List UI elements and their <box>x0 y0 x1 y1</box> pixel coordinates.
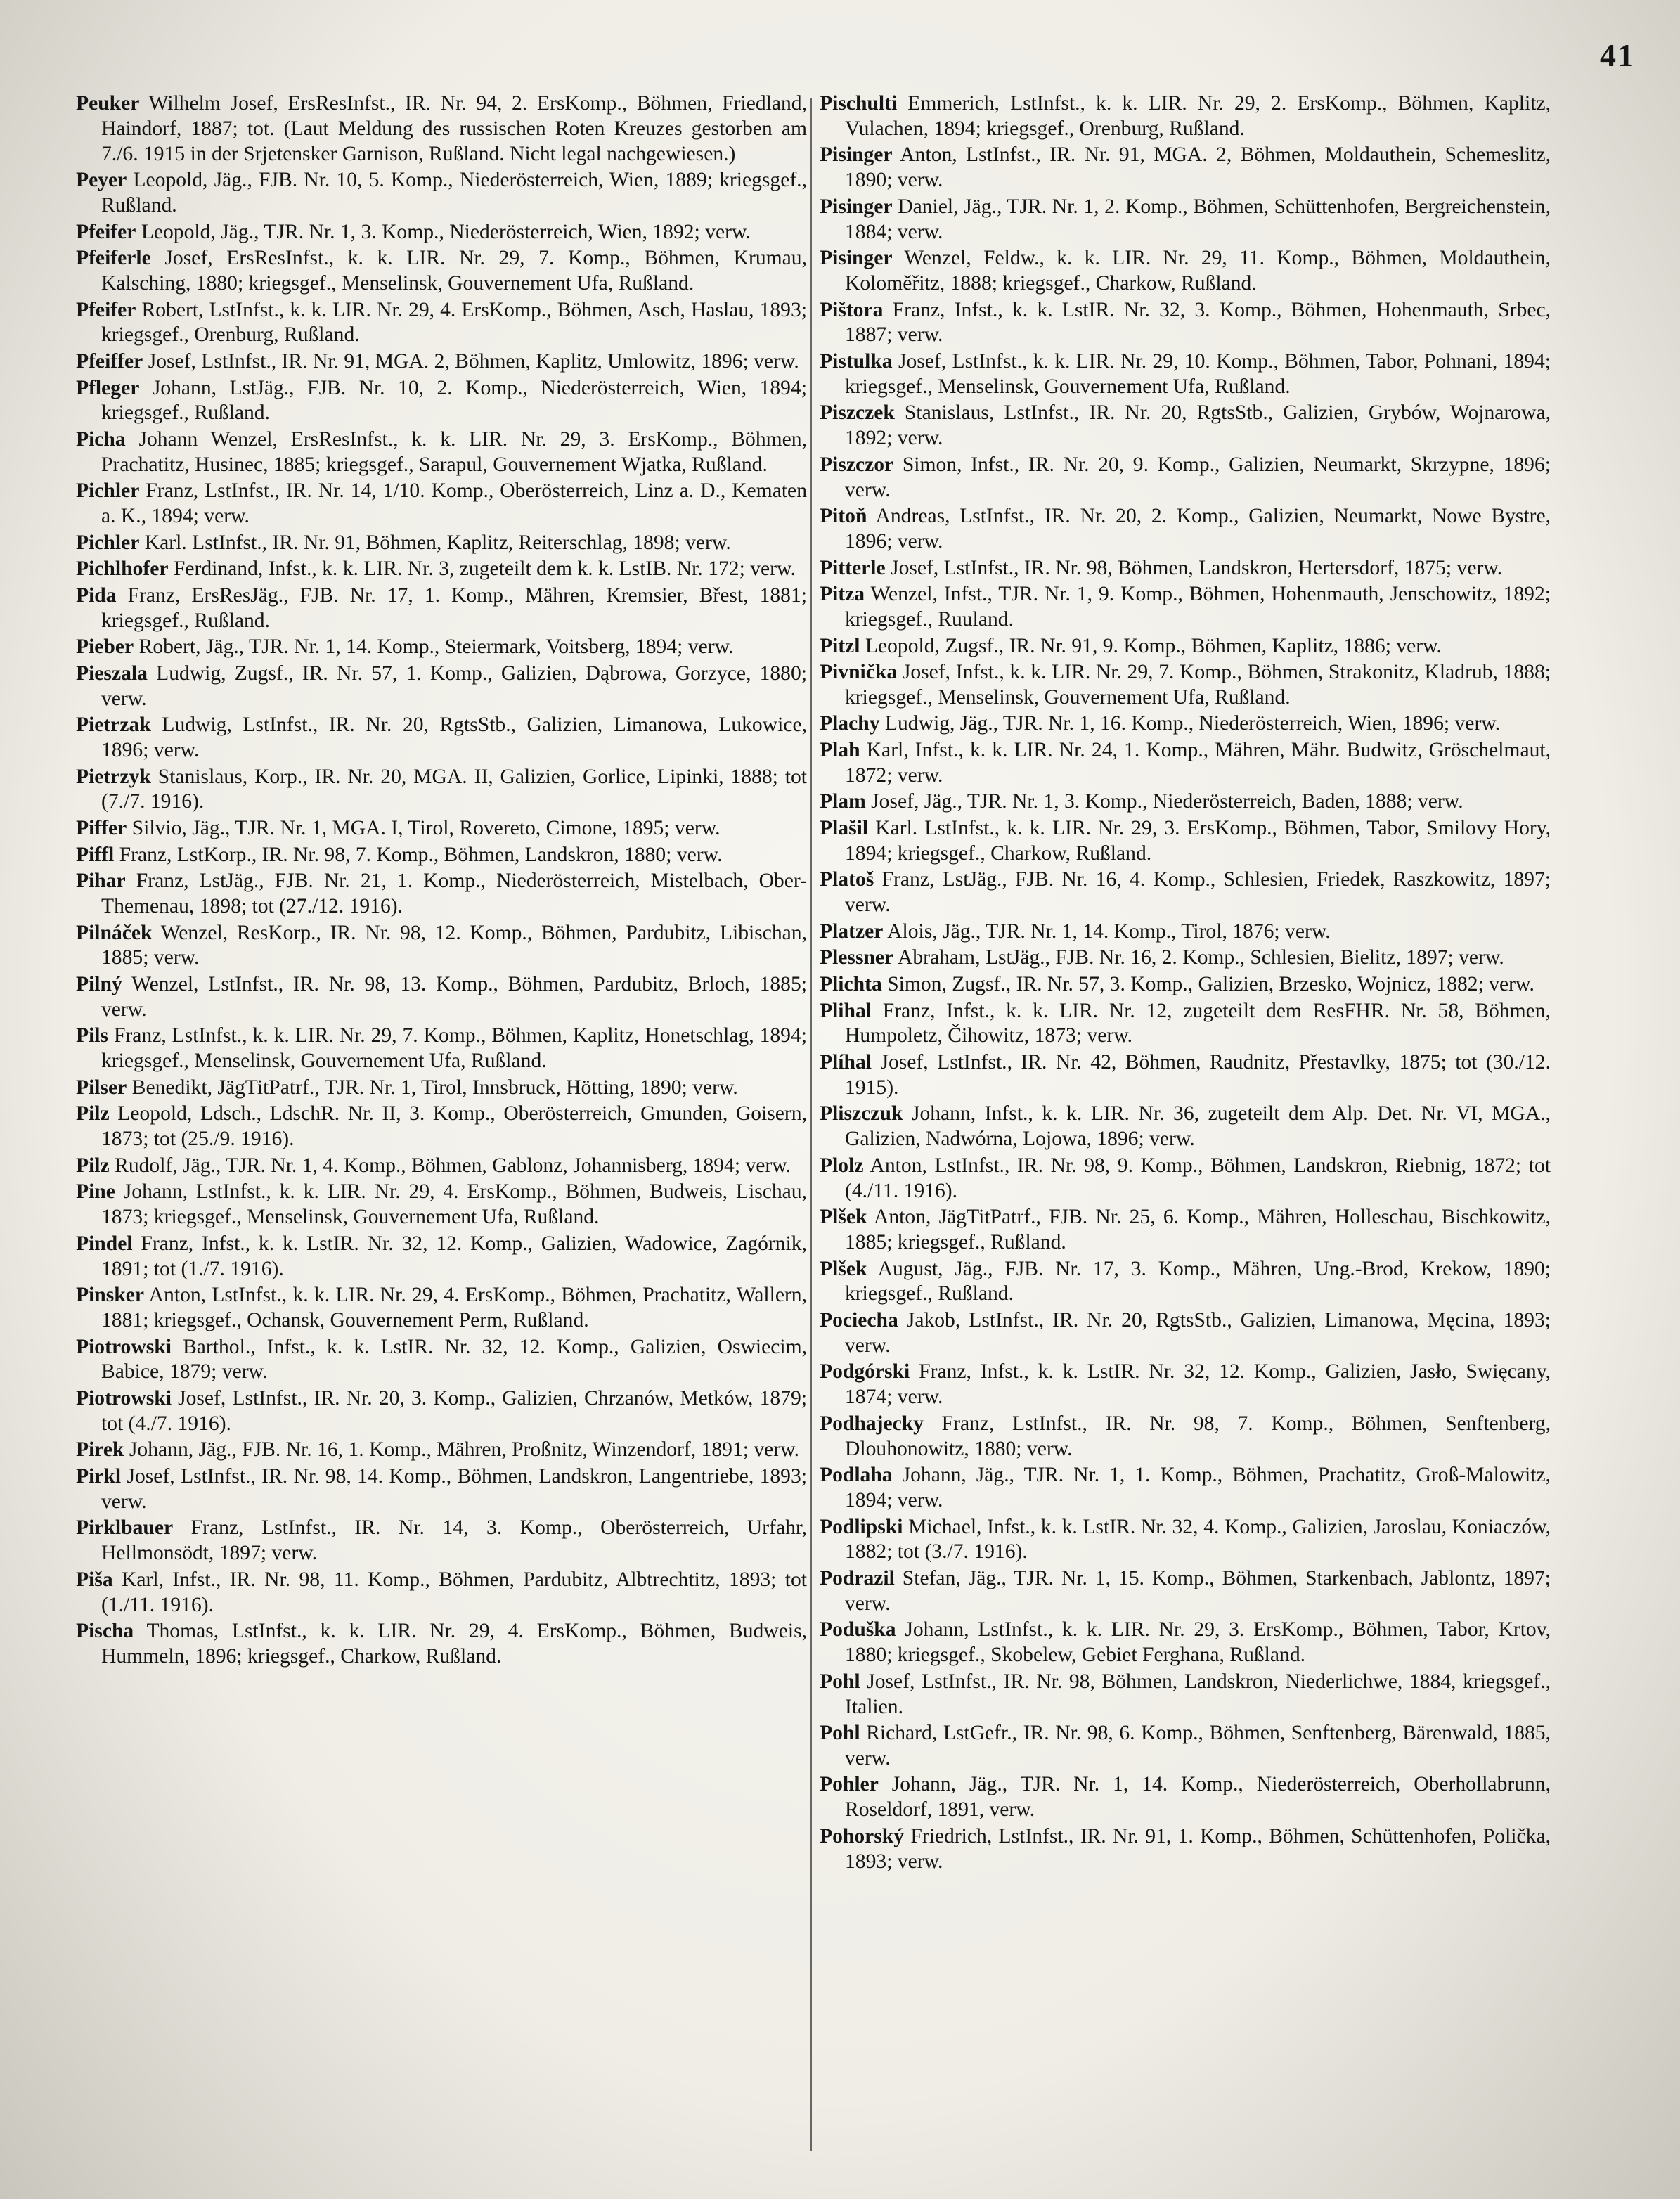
entry-name: Pfeiferle <box>76 247 151 270</box>
entry-details: Franz, Infst., k. k. LstIR. Nr. 32, 12. Komp., Galizien, Wadowice, Zagórnik, 1891; tot (1./7. 1916). <box>101 1232 807 1280</box>
entry-details: Josef, LstInfst., IR. Nr. 91, MGA. 2, Böhmen, Kaplitz, Umlowitz, 1896; verw. <box>148 349 799 373</box>
entry-name: Pichlhofer <box>76 557 169 581</box>
entry-details: Alois, Jäg., TJR. Nr. 1, 14. Komp., Tirol, 1876; verw. <box>887 920 1331 943</box>
list-entry <box>76 1335 807 1386</box>
list-entry <box>76 635 807 660</box>
list-entry <box>76 1516 807 1566</box>
column-divider <box>810 98 812 2151</box>
left-column <box>76 91 807 2165</box>
list-entry <box>820 634 1551 659</box>
entry-name: Poduška <box>820 1618 896 1642</box>
entry-details: Wilhelm Josef, ErsResInfst., IR. Nr. 94, 2. ErsKomp., Böhmen, Friedland, Haindorf, 1887; tot. (Laut Meldung des russischen Roten Kreuzes gestorben am 7./6. 1915 in der Srjetensker Garnison, Rußland. Nicht legal nachgewiesen.) <box>101 92 807 165</box>
entry-name: Plachy <box>820 712 880 735</box>
entry-name: Pohl <box>820 1670 860 1693</box>
entry-details: Anton, LstInfst., k. k. LIR. Nr. 29, 4. ErsKomp., Böhmen, Prachatitz, Wallern, 1881; kriegsgef., Ochansk, Gouvernement Perm, Rußland. <box>101 1284 807 1331</box>
entry-name: Pieber <box>76 636 134 659</box>
list-entry <box>76 1619 807 1670</box>
entry-name: Pohler <box>820 1773 879 1796</box>
entry-details: Josef, Infst., k. k. LIR. Nr. 29, 7. Komp., Böhmen, Strakonitz, Kladrub, 1888; kriegsgef., Menselinsk, Gouvernement Ufa, Rußland. <box>845 661 1551 709</box>
entry-details: Ludwig, Zugsf., IR. Nr. 57, 1. Komp., Galizien, Dąbrowa, Gorzyce, 1880; verw. <box>101 662 807 710</box>
list-entry <box>76 349 807 375</box>
entry-name: Pištora <box>820 298 884 321</box>
entry-name: Piffl <box>76 843 115 866</box>
entry-details: Johann Wenzel, ErsResInfst., k. k. LIR. Nr. 29, 3. ErsKomp., Böhmen, Prachatitz, Husinec, 1885; kriegsgef., Sarapul, Gouvernement Wjatka, Rußland. <box>101 427 807 476</box>
entry-name: Pichler <box>76 479 140 503</box>
entry-details: Robert, LstInfst., k. k. LIR. Nr. 29, 4. ErsKomp., Böhmen, Asch, Haslau, 1893; kriegsgef., Orenburg, Rußland. <box>101 298 807 347</box>
entry-name: Pfleger <box>76 376 140 399</box>
entry-name: Plíhal <box>820 1051 872 1074</box>
entry-details: Franz, LstInfst., IR. Nr. 98, 7. Komp., Böhmen, Senftenberg, Dlouhonowitz, 1880; verw. <box>845 1412 1551 1460</box>
entry-details: Ludwig, LstInfst., IR. Nr. 20, RgtsStb., Galizien, Limanowa, Lukowice, 1896; verw. <box>101 714 807 762</box>
list-entry <box>820 1721 1551 1772</box>
list-entry <box>820 1154 1551 1204</box>
entry-name: Pitzl <box>820 634 860 657</box>
list-entry <box>820 946 1551 971</box>
entry-details: Franz, Infst., k. k. LIR. Nr. 12, zugeteilt dem ResFHR. Nr. 58, Böhmen, Humpoletz, Čihowitz, 1873; verw. <box>845 999 1551 1047</box>
entry-details: Johann, LstInfst., k. k. LIR. Nr. 29, 3. ErsKomp., Böhmen, Tabor, Krtov, 1880; kriegsgef., Skobelew, Gebiet Ferghana, Rußland. <box>845 1618 1551 1667</box>
entry-name: Plessner <box>820 946 894 969</box>
entry-name: Plšek <box>820 1257 867 1280</box>
list-entry <box>820 738 1551 789</box>
entry-name: Peyer <box>76 169 127 192</box>
entry-name: Plašil <box>820 817 869 840</box>
list-entry <box>76 1464 807 1515</box>
entry-name: Piszczek <box>820 401 895 425</box>
entry-name: Plah <box>820 739 860 762</box>
entry-name: Plihal <box>820 999 872 1022</box>
list-entry <box>820 711 1551 737</box>
entry-name: Pietrzyk <box>76 765 151 788</box>
list-entry <box>76 246 807 297</box>
entry-name: Pisinger <box>820 247 893 270</box>
entry-details: Josef, LstInfst., IR. Nr. 42, Böhmen, Raudnitz, Přestavlky, 1875; tot (30./12. 1915). <box>845 1051 1551 1099</box>
entry-details: Richard, LstGefr., IR. Nr. 98, 6. Komp., Böhmen, Senftenberg, Bärenwald, 1885, verw. <box>845 1722 1551 1769</box>
entry-details: Leopold, Ldsch., LdschR. Nr. II, 3. Komp., Oberösterreich, Gmunden, Goisern, 1873; tot (25./9. 1916). <box>101 1102 807 1151</box>
entry-name: Pisinger <box>820 195 893 218</box>
entry-details: Leopold, Zugsf., IR. Nr. 91, 9. Komp., Böhmen, Kaplitz, 1886; verw. <box>865 634 1442 657</box>
list-entry <box>76 843 807 868</box>
list-entry <box>820 920 1551 945</box>
entry-name: Pfeifer <box>76 298 136 321</box>
entry-details: Stanislaus, Korp., IR. Nr. 20, MGA. II, Galizien, Gorlice, Lipinki, 1888; tot (7./7. 1916). <box>101 765 807 813</box>
list-entry <box>76 1180 807 1230</box>
list-entry <box>76 1232 807 1282</box>
list-entry <box>820 582 1551 633</box>
entry-details: Franz, Infst., k. k. LstIR. Nr. 32, 3. Komp., Böhmen, Hohenmauth, Srbec, 1887; verw. <box>845 298 1551 347</box>
entry-name: Pinsker <box>76 1284 145 1307</box>
list-entry <box>820 816 1551 867</box>
entry-name: Podlipski <box>820 1515 903 1538</box>
entry-name: Plam <box>820 790 866 813</box>
entry-details: August, Jäg., FJB. Nr. 17, 3. Komp., Mähren, Ung.-Brod, Krekow, 1890; kriegsgef., Rußland. <box>845 1257 1551 1305</box>
entry-name: Plichta <box>820 973 882 996</box>
entry-name: Pohl <box>820 1722 860 1745</box>
entry-details: Franz, ErsResJäg., FJB. Nr. 17, 1. Komp., Mähren, Kremsier, Břest, 1881; kriegsgef., Rußland. <box>101 583 807 632</box>
entry-name: Pietrzak <box>76 714 151 737</box>
entry-details: Leopold, Jäg., FJB. Nr. 10, 5. Komp., Niederösterreich, Wien, 1889; kriegsgef., Rußland. <box>101 169 807 217</box>
entry-details: Friedrich, LstInfst., IR. Nr. 91, 1. Komp., Böhmen, Schüttenhofen, Polička, 1893; verw. <box>845 1824 1551 1873</box>
entry-name: Plšek <box>820 1206 867 1229</box>
list-entry <box>76 1024 807 1074</box>
entry-name: Pine <box>76 1180 115 1204</box>
entry-details: Stanislaus, LstInfst., IR. Nr. 20, RgtsStb., Galizien, Grybów, Wojnarowa, 1892; verw. <box>845 401 1551 450</box>
entry-details: Josef, LstInfst., k. k. LIR. Nr. 29, 10. Komp., Böhmen, Tabor, Pohnani, 1894; kriegsgef., Menselinsk, Gouvernement Ufa, Rußland. <box>845 349 1551 398</box>
list-entry <box>76 1438 807 1463</box>
list-entry <box>820 1257 1551 1308</box>
entry-details: Emmerich, LstInfst., k. k. LIR. Nr. 29, 2. ErsKomp., Böhmen, Kaplitz, Vulachen, 1894; kriegsgef., Orenburg, Rußland. <box>845 92 1551 140</box>
list-entry <box>820 1670 1551 1720</box>
list-entry <box>820 1515 1551 1566</box>
entry-name: Podhajecky <box>820 1412 924 1435</box>
entry-name: Pils <box>76 1024 109 1047</box>
list-entry <box>76 1283 807 1334</box>
entry-details: Johann, Infst., k. k. LIR. Nr. 36, zugeteilt dem Alp. Det. Nr. VI, MGA., Galizien, Nadwórna, Lojowa, 1896; verw. <box>845 1102 1551 1151</box>
list-entry <box>820 453 1551 503</box>
entry-details: Josef, Jäg., TJR. Nr. 1, 3. Komp., Niederösterreich, Baden, 1888; verw. <box>871 790 1463 813</box>
entry-name: Pfeifer <box>76 220 136 243</box>
entry-name: Pilnáček <box>76 921 153 944</box>
entry-details: Leopold, Jäg., TJR. Nr. 1, 3. Komp., Niederösterreich, Wien, 1892; verw. <box>141 220 751 243</box>
entry-name: Podrazil <box>820 1566 895 1589</box>
right-column <box>820 91 1551 2165</box>
list-entry <box>820 1824 1551 1875</box>
entry-details: Franz, LstJäg., FJB. Nr. 16, 4. Komp., Schlesien, Friedek, Raszkowitz, 1897; verw. <box>845 868 1551 917</box>
entry-name: Pilser <box>76 1076 127 1099</box>
entry-details: Josef, ErsResInfst., k. k. LIR. Nr. 29, 7. Komp., Böhmen, Krumau, Kalsching, 1880; kriegsgef., Menselinsk, Gouvernement Ufa, Rußland. <box>101 247 807 295</box>
entry-name: Podlaha <box>820 1464 893 1487</box>
entry-details: Wenzel, Infst., TJR. Nr. 1, 9. Komp., Böhmen, Hohenmauth, Jenschowitz, 1892; kriegsgef., Ruuland. <box>845 583 1551 631</box>
entry-details: Abraham, LstJäg., FJB. Nr. 16, 2. Komp., Schlesien, Bielitz, 1897; verw. <box>897 946 1504 969</box>
list-entry <box>820 1772 1551 1823</box>
entry-name: Pilz <box>76 1102 110 1126</box>
entry-name: Pociecha <box>820 1308 898 1331</box>
entry-details: Johann, LstJäg., FJB. Nr. 10, 2. Komp., Niederösterreich, Wien, 1894; kriegsgef., Rußland. <box>101 376 807 425</box>
list-entry <box>76 298 807 349</box>
list-entry <box>820 868 1551 918</box>
entry-details: Wenzel, LstInfst., IR. Nr. 98, 13. Komp., Böhmen, Pardubitz, Brloch, 1885; verw. <box>101 973 807 1021</box>
entry-name: Pitterle <box>820 556 886 579</box>
list-entry <box>76 168 807 219</box>
entry-details: Jakob, LstInfst., IR. Nr. 20, RgtsStb., Galizien, Limanowa, Męcina, 1893; verw. <box>845 1308 1551 1357</box>
entry-details: Franz, LstInfst., IR. Nr. 14, 3. Komp., Oberösterreich, Urfahr, Hellmonsödt, 1897; verw. <box>101 1516 807 1565</box>
entry-details: Wenzel, ResKorp., IR. Nr. 98, 12. Komp., Böhmen, Pardubitz, Libischan, 1885; verw. <box>101 921 807 969</box>
list-entry <box>820 349 1551 400</box>
entry-name: Pirek <box>76 1438 124 1462</box>
entry-details: Michael, Infst., k. k. LstIR. Nr. 32, 4. Komp., Galizien, Jaroslau, Koniaczów, 1882; tot (3./7. 1916). <box>845 1515 1551 1563</box>
entry-name: Pihar <box>76 870 126 893</box>
list-entry <box>76 921 807 972</box>
list-entry <box>820 1360 1551 1410</box>
entry-details: Johann, Jäg., TJR. Nr. 1, 14. Komp., Niederösterreich, Oberhollabrunn, Roseldorf, 1891, verw. <box>845 1773 1551 1821</box>
entry-details: Robert, Jäg., TJR. Nr. 1, 14. Komp., Steiermark, Voitsberg, 1894; verw. <box>138 636 734 659</box>
entry-details: Simon, Zugsf., IR. Nr. 57, 3. Komp., Galizien, Brzesko, Wojnicz, 1882; verw. <box>887 973 1534 996</box>
list-entry <box>76 557 807 582</box>
entry-name: Pilný <box>76 973 122 996</box>
list-entry <box>820 1205 1551 1256</box>
list-entry <box>820 195 1551 245</box>
list-entry <box>820 660 1551 711</box>
entry-details: Daniel, Jäg., TJR. Nr. 1, 2. Komp., Böhmen, Schüttenhofen, Bergreichenstein, 1884; verw. <box>845 195 1551 243</box>
entry-details: Johann, LstInfst., k. k. LIR. Nr. 29, 4. ErsKomp., Böhmen, Budweis, Lischau, 1873; kriegsgef., Menselinsk, Gouvernement Ufa, Rußland. <box>101 1180 807 1229</box>
entry-details: Josef, LstInfst., IR. Nr. 98, 14. Komp., Böhmen, Landskron, Langentriebe, 1893; verw. <box>101 1464 807 1513</box>
list-entry <box>820 91 1551 142</box>
entry-name: Pliszczuk <box>820 1102 903 1126</box>
entry-name: Pirklbauer <box>76 1516 174 1540</box>
entry-details: Stefan, Jäg., TJR. Nr. 1, 15. Komp., Böhmen, Starkenbach, Jablontz, 1897; verw. <box>845 1566 1551 1615</box>
entry-details: Thomas, LstInfst., k. k. LIR. Nr. 29, 4. ErsKomp., Böhmen, Budweis, Hummeln, 1896; kriegsgef., Charkow, Rußland. <box>101 1620 807 1668</box>
list-entry <box>76 713 807 763</box>
list-entry <box>820 1102 1551 1152</box>
entry-name: Piotrowski <box>76 1335 172 1358</box>
list-entry <box>76 1102 807 1152</box>
list-entry <box>820 504 1551 555</box>
list-entry <box>820 1308 1551 1359</box>
list-entry <box>76 531 807 556</box>
list-entry <box>76 765 807 815</box>
entry-name: Pitza <box>820 583 865 606</box>
entry-details: Johann, Jäg., FJB. Nr. 16, 1. Komp., Mähren, Proßnitz, Winzendorf, 1891; verw. <box>129 1438 800 1462</box>
entry-details: Franz, LstInfst., k. k. LIR. Nr. 29, 7. Komp., Böhmen, Kaplitz, Honetschlag, 1894; kriegsgef., Menselinsk, Gouvernement Ufa, Rußland. <box>101 1024 807 1073</box>
entry-name: Platzer <box>820 920 884 943</box>
entry-details: Wenzel, Feldw., k. k. LIR. Nr. 29, 11. Komp., Böhmen, Moldauthein, Koloměřitz, 1888; kriegsgef., Charkow, Rußland. <box>845 247 1551 295</box>
list-entry <box>820 1050 1551 1101</box>
entry-name: Piša <box>76 1568 113 1591</box>
entry-details: Rudolf, Jäg., TJR. Nr. 1, 4. Komp., Böhmen, Gablonz, Johannisberg, 1894; verw. <box>115 1154 791 1177</box>
entry-details: Silvio, Jäg., TJR. Nr. 1, MGA. I, Tirol, Rovereto, Cimone, 1895; verw. <box>131 817 721 840</box>
entry-name: Platoš <box>820 868 874 891</box>
entry-name: Pisinger <box>820 143 893 167</box>
entry-name: Piotrowski <box>76 1386 172 1410</box>
entry-details: Franz, LstJäg., FJB. Nr. 21, 1. Komp., Niederösterreich, Mistelbach, Ober-Themenau, 1898; tot (27./12. 1916). <box>101 870 807 918</box>
list-entry <box>820 143 1551 193</box>
list-entry <box>76 479 807 529</box>
entry-name: Pischulti <box>820 92 898 115</box>
list-entry <box>820 298 1551 349</box>
entry-name: Plolz <box>820 1154 864 1177</box>
list-entry <box>76 376 807 427</box>
entry-details: Anton, LstInfst., IR. Nr. 98, 9. Komp., Böhmen, Landskron, Riebnig, 1872; tot (4./11. 1916). <box>845 1154 1551 1202</box>
list-entry <box>820 401 1551 451</box>
list-entry <box>820 1463 1551 1514</box>
entry-details: Josef, LstInfst., IR. Nr. 20, 3. Komp., Galizien, Chrzanów, Metków, 1879; tot (4./7. 1916). <box>101 1386 807 1435</box>
entry-details: Simon, Infst., IR. Nr. 20, 9. Komp., Galizien, Neumarkt, Skrzypne, 1896; verw. <box>845 453 1551 501</box>
entry-name: Pivnička <box>820 661 898 684</box>
entry-name: Peuker <box>76 92 140 115</box>
entry-name: Pohorský <box>820 1824 905 1847</box>
list-entry <box>76 220 807 245</box>
entry-details: Josef, LstInfst., IR. Nr. 98, Böhmen, Landskron, Hertersdorf, 1875; verw. <box>891 556 1503 579</box>
entry-details: Karl. LstInfst., k. k. LIR. Nr. 29, 3. ErsKomp., Böhmen, Tabor, Smilovy Hory, 1894; kriegsgef., Charkow, Rußland. <box>845 817 1551 865</box>
list-entry <box>76 1568 807 1618</box>
entry-name: Piffer <box>76 817 127 840</box>
entry-details: Karl, Infst., k. k. LIR. Nr. 24, 1. Komp., Mähren, Mähr. Budwitz, Gröschelmaut, 1872; verw. <box>845 739 1551 787</box>
entry-name: Pilz <box>76 1154 110 1177</box>
entry-name: Pischa <box>76 1620 134 1643</box>
entry-name: Podgórski <box>820 1360 910 1384</box>
entry-details: Barthol., Infst., k. k. LstIR. Nr. 32, 12. Komp., Galizien, Oswiecim, Babice, 1879; verw. <box>101 1335 807 1384</box>
entry-details: Karl. LstInfst., IR. Nr. 91, Böhmen, Kaplitz, Reiterschlag, 1898; verw. <box>144 531 731 554</box>
entry-name: Pida <box>76 583 117 607</box>
entry-details: Benedikt, JägTitPatrf., TJR. Nr. 1, Tirol, Innsbruck, Hötting, 1890; verw. <box>131 1076 738 1099</box>
entry-details: Anton, LstInfst., IR. Nr. 91, MGA. 2, Böhmen, Moldauthein, Schemeslitz, 1890; verw. <box>845 143 1551 192</box>
entry-details: Franz, LstInfst., IR. Nr. 14, 1/10. Komp., Oberösterreich, Linz a. D., Kematen a. K., 1894; verw. <box>101 479 807 528</box>
list-entry <box>820 972 1551 998</box>
list-entry <box>820 246 1551 297</box>
entry-details: Andreas, LstInfst., IR. Nr. 20, 2. Komp., Galizien, Neumarkt, Nowe Bystre, 1896; verw. <box>845 505 1551 553</box>
entry-name: Picha <box>76 427 126 451</box>
entry-details: Johann, Jäg., TJR. Nr. 1, 1. Komp., Böhmen, Prachatitz, Groß-Malowitz, 1894; verw. <box>845 1464 1551 1511</box>
list-entry <box>820 1618 1551 1668</box>
entry-name: Pichler <box>76 531 140 554</box>
entry-name: Pfeiffer <box>76 349 143 373</box>
entry-details: Ludwig, Jäg., TJR. Nr. 1, 16. Komp., Niederösterreich, Wien, 1896; verw. <box>884 712 1501 735</box>
entry-details: Franz, LstKorp., IR. Nr. 98, 7. Komp., Böhmen, Landskron, 1880; verw. <box>119 843 723 866</box>
entry-name: Pitoň <box>820 505 867 528</box>
list-entry <box>76 91 807 167</box>
entry-name: Pindel <box>76 1232 133 1255</box>
list-entry <box>820 789 1551 815</box>
list-entry <box>76 583 807 634</box>
list-entry <box>76 662 807 712</box>
entry-name: Pirkl <box>76 1464 122 1488</box>
entry-name: Pistulka <box>820 349 893 373</box>
entry-details: Franz, Infst., k. k. LstIR. Nr. 32, 12. Komp., Galizien, Jasło, Swięcany, 1874; verw. <box>845 1360 1551 1409</box>
entry-details: Josef, LstInfst., IR. Nr. 98, Böhmen, Landskron, Niederlichwe, 1884, kriegsgef., Italien. <box>845 1670 1551 1718</box>
list-entry <box>820 999 1551 1050</box>
list-entry <box>76 972 807 1023</box>
list-entry <box>76 1154 807 1179</box>
list-entry <box>76 869 807 920</box>
entry-name: Pieszala <box>76 662 148 685</box>
entry-name: Piszczor <box>820 453 894 476</box>
list-entry <box>820 1566 1551 1617</box>
list-entry <box>76 1076 807 1101</box>
list-entry <box>820 556 1551 581</box>
entry-details: Ferdinand, Infst., k. k. LIR. Nr. 3, zugeteilt dem k. k. LstIB. Nr. 172; verw. <box>173 557 796 581</box>
page-number: 41 <box>1600 37 1635 73</box>
list-entry <box>76 427 807 478</box>
list-entry <box>76 1386 807 1437</box>
list-entry <box>820 1412 1551 1462</box>
list-entry <box>76 816 807 841</box>
entry-details: Anton, JägTitPatrf., FJB. Nr. 25, 6. Komp., Mähren, Holleschau, Bischkowitz, 1885; kriegsgef., Rußland. <box>845 1206 1551 1253</box>
entry-details: Karl, Infst., IR. Nr. 98, 11. Komp., Böhmen, Pardubitz, Albtrechtitz, 1893; tot (1./11. 1916). <box>101 1568 807 1616</box>
